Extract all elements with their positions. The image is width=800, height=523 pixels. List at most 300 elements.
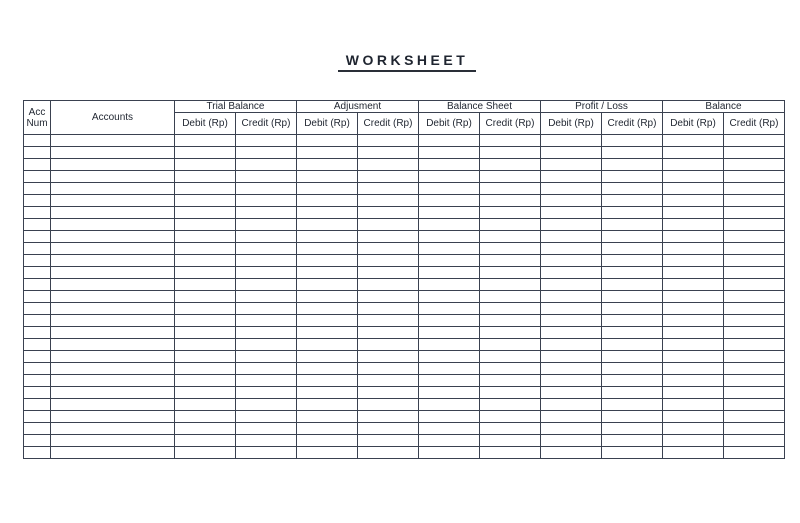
table-cell[interactable] <box>602 243 663 255</box>
table-cell[interactable] <box>419 171 480 183</box>
table-cell[interactable] <box>51 279 175 291</box>
table-cell[interactable] <box>51 435 175 447</box>
table-cell[interactable] <box>358 231 419 243</box>
table-cell[interactable] <box>480 195 541 207</box>
table-cell[interactable] <box>480 339 541 351</box>
table-cell[interactable] <box>358 303 419 315</box>
table-cell[interactable] <box>236 279 297 291</box>
table-cell[interactable] <box>663 387 724 399</box>
table-cell[interactable] <box>602 255 663 267</box>
table-cell[interactable] <box>24 339 51 351</box>
table-cell[interactable] <box>358 411 419 423</box>
table-cell[interactable] <box>236 135 297 147</box>
table-cell[interactable] <box>358 363 419 375</box>
table-cell[interactable] <box>236 147 297 159</box>
table-cell[interactable] <box>419 363 480 375</box>
table-cell[interactable] <box>51 339 175 351</box>
table-cell[interactable] <box>663 303 724 315</box>
table-cell[interactable] <box>602 435 663 447</box>
table-cell[interactable] <box>175 291 236 303</box>
table-cell[interactable] <box>236 351 297 363</box>
table-cell[interactable] <box>419 327 480 339</box>
table-cell[interactable] <box>236 327 297 339</box>
table-cell[interactable] <box>419 135 480 147</box>
table-cell[interactable] <box>663 423 724 435</box>
table-cell[interactable] <box>297 207 358 219</box>
table-cell[interactable] <box>358 159 419 171</box>
table-cell[interactable] <box>24 195 51 207</box>
table-cell[interactable] <box>663 411 724 423</box>
table-cell[interactable] <box>480 267 541 279</box>
table-cell[interactable] <box>541 219 602 231</box>
table-cell[interactable] <box>358 135 419 147</box>
table-cell[interactable] <box>175 243 236 255</box>
table-cell[interactable] <box>358 399 419 411</box>
table-cell[interactable] <box>358 207 419 219</box>
table-cell[interactable] <box>175 147 236 159</box>
table-cell[interactable] <box>602 447 663 459</box>
table-cell[interactable] <box>663 279 724 291</box>
table-cell[interactable] <box>175 231 236 243</box>
table-cell[interactable] <box>419 279 480 291</box>
table-cell[interactable] <box>602 363 663 375</box>
table-cell[interactable] <box>175 135 236 147</box>
table-cell[interactable] <box>24 447 51 459</box>
table-cell[interactable] <box>236 363 297 375</box>
table-cell[interactable] <box>480 387 541 399</box>
table-cell[interactable] <box>175 423 236 435</box>
table-cell[interactable] <box>297 183 358 195</box>
table-cell[interactable] <box>297 387 358 399</box>
table-cell[interactable] <box>724 435 785 447</box>
table-cell[interactable] <box>724 231 785 243</box>
table-cell[interactable] <box>24 183 51 195</box>
table-cell[interactable] <box>297 243 358 255</box>
table-cell[interactable] <box>663 375 724 387</box>
table-cell[interactable] <box>236 207 297 219</box>
table-cell[interactable] <box>358 183 419 195</box>
table-cell[interactable] <box>419 339 480 351</box>
table-cell[interactable] <box>24 411 51 423</box>
table-cell[interactable] <box>24 231 51 243</box>
table-cell[interactable] <box>24 135 51 147</box>
table-cell[interactable] <box>480 375 541 387</box>
table-cell[interactable] <box>51 423 175 435</box>
table-cell[interactable] <box>541 207 602 219</box>
table-cell[interactable] <box>358 291 419 303</box>
table-cell[interactable] <box>236 423 297 435</box>
table-cell[interactable] <box>663 243 724 255</box>
table-cell[interactable] <box>663 327 724 339</box>
table-cell[interactable] <box>541 447 602 459</box>
table-cell[interactable] <box>602 171 663 183</box>
table-cell[interactable] <box>480 243 541 255</box>
table-cell[interactable] <box>724 423 785 435</box>
table-cell[interactable] <box>480 303 541 315</box>
table-cell[interactable] <box>297 159 358 171</box>
table-cell[interactable] <box>297 303 358 315</box>
table-cell[interactable] <box>663 363 724 375</box>
table-cell[interactable] <box>602 375 663 387</box>
table-cell[interactable] <box>175 339 236 351</box>
table-cell[interactable] <box>541 159 602 171</box>
table-cell[interactable] <box>175 195 236 207</box>
table-cell[interactable] <box>24 327 51 339</box>
table-cell[interactable] <box>541 339 602 351</box>
table-cell[interactable] <box>541 375 602 387</box>
table-cell[interactable] <box>419 243 480 255</box>
table-cell[interactable] <box>175 435 236 447</box>
table-cell[interactable] <box>51 363 175 375</box>
table-cell[interactable] <box>24 375 51 387</box>
table-cell[interactable] <box>663 183 724 195</box>
table-cell[interactable] <box>602 183 663 195</box>
table-cell[interactable] <box>236 411 297 423</box>
table-cell[interactable] <box>236 219 297 231</box>
table-cell[interactable] <box>602 339 663 351</box>
table-cell[interactable] <box>541 291 602 303</box>
table-cell[interactable] <box>724 327 785 339</box>
table-cell[interactable] <box>480 231 541 243</box>
table-cell[interactable] <box>51 327 175 339</box>
table-cell[interactable] <box>175 207 236 219</box>
table-cell[interactable] <box>236 303 297 315</box>
table-cell[interactable] <box>297 399 358 411</box>
table-cell[interactable] <box>541 351 602 363</box>
table-cell[interactable] <box>419 423 480 435</box>
table-cell[interactable] <box>541 267 602 279</box>
table-cell[interactable] <box>358 351 419 363</box>
table-cell[interactable] <box>480 351 541 363</box>
table-cell[interactable] <box>297 147 358 159</box>
table-cell[interactable] <box>480 423 541 435</box>
table-cell[interactable] <box>236 267 297 279</box>
table-cell[interactable] <box>602 195 663 207</box>
table-cell[interactable] <box>724 375 785 387</box>
table-cell[interactable] <box>602 291 663 303</box>
table-cell[interactable] <box>51 387 175 399</box>
table-cell[interactable] <box>51 195 175 207</box>
table-cell[interactable] <box>236 243 297 255</box>
table-cell[interactable] <box>541 363 602 375</box>
table-cell[interactable] <box>663 435 724 447</box>
table-cell[interactable] <box>175 399 236 411</box>
table-cell[interactable] <box>175 327 236 339</box>
table-cell[interactable] <box>358 327 419 339</box>
table-cell[interactable] <box>297 171 358 183</box>
table-cell[interactable] <box>175 279 236 291</box>
table-cell[interactable] <box>236 375 297 387</box>
table-cell[interactable] <box>358 243 419 255</box>
table-cell[interactable] <box>480 171 541 183</box>
table-cell[interactable] <box>297 351 358 363</box>
table-cell[interactable] <box>175 219 236 231</box>
table-cell[interactable] <box>724 207 785 219</box>
table-cell[interactable] <box>663 159 724 171</box>
table-cell[interactable] <box>236 387 297 399</box>
table-cell[interactable] <box>480 291 541 303</box>
table-cell[interactable] <box>419 159 480 171</box>
table-cell[interactable] <box>602 219 663 231</box>
table-cell[interactable] <box>541 195 602 207</box>
table-cell[interactable] <box>663 339 724 351</box>
table-cell[interactable] <box>51 135 175 147</box>
table-cell[interactable] <box>51 267 175 279</box>
table-cell[interactable] <box>297 279 358 291</box>
table-cell[interactable] <box>663 399 724 411</box>
table-cell[interactable] <box>663 447 724 459</box>
table-cell[interactable] <box>724 255 785 267</box>
table-cell[interactable] <box>541 315 602 327</box>
table-cell[interactable] <box>297 423 358 435</box>
table-cell[interactable] <box>663 219 724 231</box>
table-cell[interactable] <box>24 219 51 231</box>
table-cell[interactable] <box>175 351 236 363</box>
table-cell[interactable] <box>724 387 785 399</box>
table-cell[interactable] <box>663 147 724 159</box>
table-cell[interactable] <box>51 315 175 327</box>
table-cell[interactable] <box>51 375 175 387</box>
table-cell[interactable] <box>236 183 297 195</box>
table-cell[interactable] <box>175 183 236 195</box>
table-cell[interactable] <box>24 171 51 183</box>
table-cell[interactable] <box>175 363 236 375</box>
table-cell[interactable] <box>602 351 663 363</box>
table-cell[interactable] <box>541 255 602 267</box>
table-cell[interactable] <box>480 363 541 375</box>
table-cell[interactable] <box>358 339 419 351</box>
table-cell[interactable] <box>602 423 663 435</box>
table-cell[interactable] <box>24 243 51 255</box>
table-cell[interactable] <box>602 399 663 411</box>
table-cell[interactable] <box>541 171 602 183</box>
table-cell[interactable] <box>419 303 480 315</box>
table-cell[interactable] <box>24 363 51 375</box>
table-cell[interactable] <box>297 447 358 459</box>
table-cell[interactable] <box>24 279 51 291</box>
table-cell[interactable] <box>297 435 358 447</box>
table-cell[interactable] <box>541 231 602 243</box>
table-cell[interactable] <box>663 351 724 363</box>
table-cell[interactable] <box>602 303 663 315</box>
table-cell[interactable] <box>480 435 541 447</box>
table-cell[interactable] <box>297 411 358 423</box>
table-cell[interactable] <box>358 435 419 447</box>
table-cell[interactable] <box>663 231 724 243</box>
table-cell[interactable] <box>419 147 480 159</box>
table-cell[interactable] <box>51 171 175 183</box>
table-cell[interactable] <box>602 231 663 243</box>
table-cell[interactable] <box>175 255 236 267</box>
table-cell[interactable] <box>51 243 175 255</box>
table-cell[interactable] <box>175 315 236 327</box>
table-cell[interactable] <box>480 207 541 219</box>
table-cell[interactable] <box>663 267 724 279</box>
table-cell[interactable] <box>297 267 358 279</box>
table-cell[interactable] <box>175 303 236 315</box>
table-cell[interactable] <box>663 135 724 147</box>
table-cell[interactable] <box>358 267 419 279</box>
table-cell[interactable] <box>724 183 785 195</box>
table-cell[interactable] <box>358 195 419 207</box>
table-cell[interactable] <box>419 207 480 219</box>
table-cell[interactable] <box>24 267 51 279</box>
table-cell[interactable] <box>236 399 297 411</box>
table-cell[interactable] <box>297 315 358 327</box>
table-cell[interactable] <box>724 279 785 291</box>
table-cell[interactable] <box>480 135 541 147</box>
table-cell[interactable] <box>480 159 541 171</box>
table-cell[interactable] <box>480 447 541 459</box>
table-cell[interactable] <box>297 327 358 339</box>
table-cell[interactable] <box>480 147 541 159</box>
table-cell[interactable] <box>24 159 51 171</box>
table-cell[interactable] <box>663 171 724 183</box>
table-cell[interactable] <box>541 387 602 399</box>
table-cell[interactable] <box>480 255 541 267</box>
table-cell[interactable] <box>602 411 663 423</box>
table-cell[interactable] <box>175 267 236 279</box>
table-cell[interactable] <box>51 147 175 159</box>
table-cell[interactable] <box>297 255 358 267</box>
table-cell[interactable] <box>724 339 785 351</box>
table-cell[interactable] <box>358 219 419 231</box>
table-cell[interactable] <box>541 183 602 195</box>
table-cell[interactable] <box>51 411 175 423</box>
table-cell[interactable] <box>51 447 175 459</box>
table-cell[interactable] <box>297 363 358 375</box>
table-cell[interactable] <box>236 159 297 171</box>
table-cell[interactable] <box>419 315 480 327</box>
table-cell[interactable] <box>24 423 51 435</box>
table-cell[interactable] <box>541 399 602 411</box>
table-cell[interactable] <box>51 291 175 303</box>
table-cell[interactable] <box>24 315 51 327</box>
table-cell[interactable] <box>51 255 175 267</box>
table-cell[interactable] <box>51 183 175 195</box>
table-cell[interactable] <box>663 291 724 303</box>
table-cell[interactable] <box>51 399 175 411</box>
table-cell[interactable] <box>541 327 602 339</box>
table-cell[interactable] <box>236 231 297 243</box>
table-cell[interactable] <box>51 231 175 243</box>
table-cell[interactable] <box>663 255 724 267</box>
table-cell[interactable] <box>297 219 358 231</box>
table-cell[interactable] <box>419 399 480 411</box>
table-cell[interactable] <box>419 447 480 459</box>
table-cell[interactable] <box>358 315 419 327</box>
table-cell[interactable] <box>175 411 236 423</box>
table-cell[interactable] <box>724 291 785 303</box>
table-cell[interactable] <box>358 279 419 291</box>
table-cell[interactable] <box>602 267 663 279</box>
table-cell[interactable] <box>724 135 785 147</box>
table-cell[interactable] <box>419 291 480 303</box>
table-cell[interactable] <box>358 171 419 183</box>
table-cell[interactable] <box>724 351 785 363</box>
table-cell[interactable] <box>724 315 785 327</box>
table-cell[interactable] <box>663 195 724 207</box>
table-cell[interactable] <box>602 387 663 399</box>
table-cell[interactable] <box>724 219 785 231</box>
table-cell[interactable] <box>480 327 541 339</box>
table-cell[interactable] <box>175 447 236 459</box>
table-cell[interactable] <box>419 219 480 231</box>
table-cell[interactable] <box>419 387 480 399</box>
table-cell[interactable] <box>480 411 541 423</box>
table-cell[interactable] <box>51 351 175 363</box>
table-cell[interactable] <box>175 375 236 387</box>
table-cell[interactable] <box>236 447 297 459</box>
table-cell[interactable] <box>236 435 297 447</box>
table-cell[interactable] <box>51 219 175 231</box>
table-cell[interactable] <box>419 255 480 267</box>
table-cell[interactable] <box>358 255 419 267</box>
table-cell[interactable] <box>419 183 480 195</box>
table-cell[interactable] <box>724 267 785 279</box>
table-cell[interactable] <box>541 135 602 147</box>
table-cell[interactable] <box>24 435 51 447</box>
table-cell[interactable] <box>724 363 785 375</box>
table-cell[interactable] <box>24 399 51 411</box>
table-cell[interactable] <box>724 411 785 423</box>
table-cell[interactable] <box>175 171 236 183</box>
table-cell[interactable] <box>175 159 236 171</box>
table-cell[interactable] <box>236 195 297 207</box>
table-cell[interactable] <box>297 231 358 243</box>
table-cell[interactable] <box>297 135 358 147</box>
table-cell[interactable] <box>602 279 663 291</box>
table-cell[interactable] <box>358 375 419 387</box>
table-cell[interactable] <box>24 147 51 159</box>
table-cell[interactable] <box>51 303 175 315</box>
table-cell[interactable] <box>24 207 51 219</box>
table-cell[interactable] <box>236 339 297 351</box>
table-cell[interactable] <box>541 243 602 255</box>
table-cell[interactable] <box>419 231 480 243</box>
table-cell[interactable] <box>541 411 602 423</box>
table-cell[interactable] <box>480 399 541 411</box>
table-cell[interactable] <box>602 207 663 219</box>
table-cell[interactable] <box>724 243 785 255</box>
table-cell[interactable] <box>480 219 541 231</box>
table-cell[interactable] <box>51 159 175 171</box>
table-cell[interactable] <box>724 399 785 411</box>
table-cell[interactable] <box>480 315 541 327</box>
table-cell[interactable] <box>480 279 541 291</box>
table-cell[interactable] <box>236 255 297 267</box>
table-cell[interactable] <box>175 387 236 399</box>
table-cell[interactable] <box>541 435 602 447</box>
table-cell[interactable] <box>297 291 358 303</box>
table-cell[interactable] <box>724 447 785 459</box>
table-cell[interactable] <box>297 375 358 387</box>
table-cell[interactable] <box>663 207 724 219</box>
table-cell[interactable] <box>724 171 785 183</box>
table-cell[interactable] <box>541 423 602 435</box>
table-cell[interactable] <box>602 327 663 339</box>
table-cell[interactable] <box>419 267 480 279</box>
table-cell[interactable] <box>297 339 358 351</box>
table-cell[interactable] <box>602 135 663 147</box>
table-cell[interactable] <box>24 387 51 399</box>
table-cell[interactable] <box>358 423 419 435</box>
table-cell[interactable] <box>236 171 297 183</box>
table-cell[interactable] <box>480 183 541 195</box>
table-cell[interactable] <box>24 291 51 303</box>
table-cell[interactable] <box>724 303 785 315</box>
table-cell[interactable] <box>419 435 480 447</box>
